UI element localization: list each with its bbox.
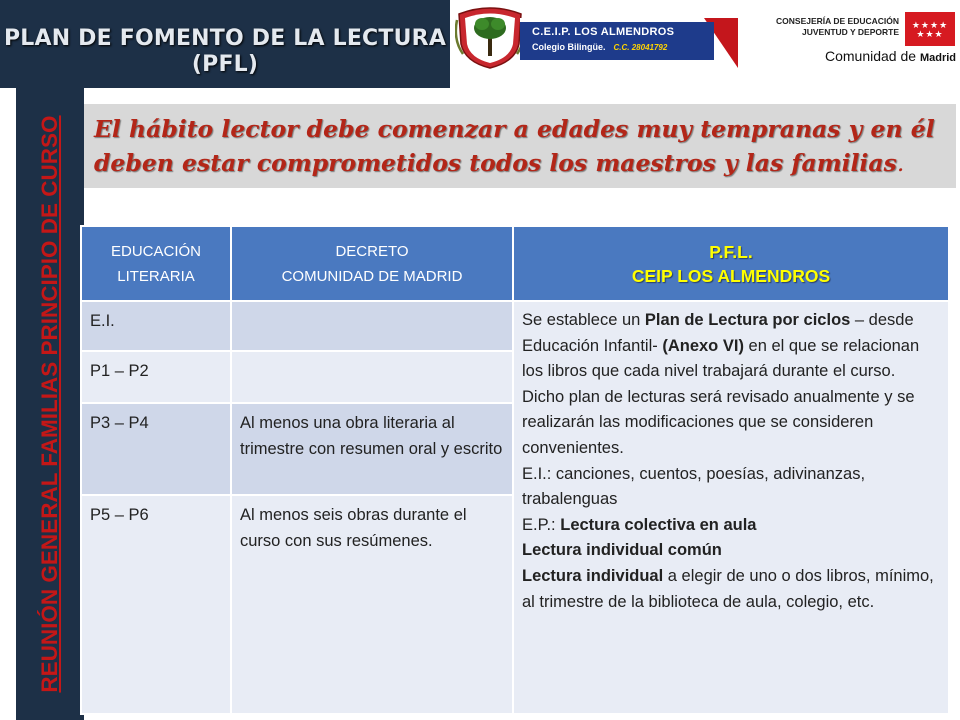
madrid-flag-icon: [905, 12, 955, 46]
header-col2-line2: COMUNIDAD DE MADRID: [281, 267, 463, 285]
title-banner: [0, 0, 450, 88]
decree-cell: [231, 403, 513, 495]
decree-text: Al menos seis obras durante el curso con sus resúmenes.: [240, 506, 467, 550]
page-title-acronym: (PFL): [191, 52, 259, 77]
header-col3-line1: P.F.L.: [709, 241, 753, 262]
school-bilingual: Colegio Bilingüe.: [532, 42, 606, 52]
badge-box: [520, 22, 714, 60]
school-crest-icon: [455, 4, 525, 70]
level-text: P5 – P6: [90, 506, 149, 524]
level-text: E.I.: [90, 312, 115, 330]
pfl-description-cell: [513, 301, 949, 714]
decree-text: Al menos una obra literaria al trimestre con resumen oral y escrito: [240, 414, 503, 458]
header-pfl: [513, 226, 949, 301]
pfl-ep-bold: Lectura colectiva en aula: [560, 515, 757, 534]
level-cell: [81, 301, 231, 351]
flag-stars-row2: ★★★: [916, 29, 944, 39]
consejeria-line1: CONSEJERÍA DE EDUCACIÓN: [776, 16, 899, 26]
level-cell: [81, 403, 231, 495]
school-name: C.E.I.P. LOS ALMENDROS: [532, 26, 675, 38]
pfl-text: Se establece un: [522, 311, 645, 329]
pfl-text: en el que se relacionan los libros que cada nivel trabajará durante el curso. Dicho plan de lecturas será revisado anualmente y se realizarán las modificaciones que se consideren convenientes.: [522, 336, 920, 457]
decree-text: [232, 302, 512, 314]
level-text: P3 – P4: [90, 414, 149, 432]
comunidad-label: [740, 48, 956, 64]
header-col2-line1: DECRETO: [335, 242, 409, 260]
header-decreto: [231, 226, 513, 301]
plan-table: [80, 225, 948, 715]
pfl-individual-common: Lectura individual común: [522, 541, 722, 560]
comunidad-text: Comunidad de: [824, 48, 920, 64]
header-col1-text: EDUCACIÓN LITERARIA: [110, 242, 201, 285]
table-header-row: [81, 226, 949, 301]
decree-cell: [231, 301, 513, 351]
consejeria-line2: JUVENTUD Y DEPORTE: [802, 27, 899, 37]
comunidad-madrid: Madrid: [919, 52, 956, 64]
header-col3-line2: CEIP LOS ALMENDROS: [631, 265, 831, 286]
school-code: C.C. 28041792: [613, 43, 668, 52]
pfl-individual-bold: Lectura individual: [522, 566, 664, 585]
pfl-plan-bold: Plan de Lectura por ciclos: [644, 311, 851, 329]
flag-stars-row1: ★★★★: [911, 20, 949, 30]
level-text: P1 – P2: [90, 362, 149, 380]
quote-end: .: [896, 149, 905, 177]
decree-text: [232, 352, 512, 364]
page-title: PLAN DE FOMENTO DE LA LECTURA: [3, 26, 447, 51]
pfl-ep-label: E.P.:: [522, 515, 561, 534]
pfl-anexo-bold: (Anexo VI): [662, 336, 744, 355]
quote-body: El hábito lector debe comenzar a edades muy tempranas y en él deben estar comprometidos todos los maestros y las familias: [94, 115, 935, 177]
quote-box: [84, 104, 956, 188]
header-educacion-literaria: [81, 226, 231, 301]
side-label: REUNIÓN GENERAL FAMILIAS PRINCIPIO DE CURSO: [37, 115, 62, 693]
consejeria-label: [755, 16, 899, 38]
quote-text: [94, 112, 950, 180]
level-cell: [81, 495, 231, 714]
decree-cell: [231, 495, 513, 714]
school-subtitle: [532, 42, 667, 52]
pfl-individual-text: a elegir de uno o dos libros, mínimo, al trimestre de la biblioteca de aula, colegio, etc.: [522, 566, 934, 611]
level-cell: [81, 351, 231, 403]
pfl-description: [514, 302, 948, 619]
pfl-text: – desde Educación Infantil-: [522, 311, 914, 355]
table-row: [81, 301, 949, 351]
school-badge: [520, 18, 738, 68]
decree-cell: [231, 351, 513, 403]
flag-stars: [905, 21, 955, 39]
pfl-ei-text: E.I.: canciones, cuentos, poesías, adivinanzas, trabalenguas: [522, 464, 866, 509]
